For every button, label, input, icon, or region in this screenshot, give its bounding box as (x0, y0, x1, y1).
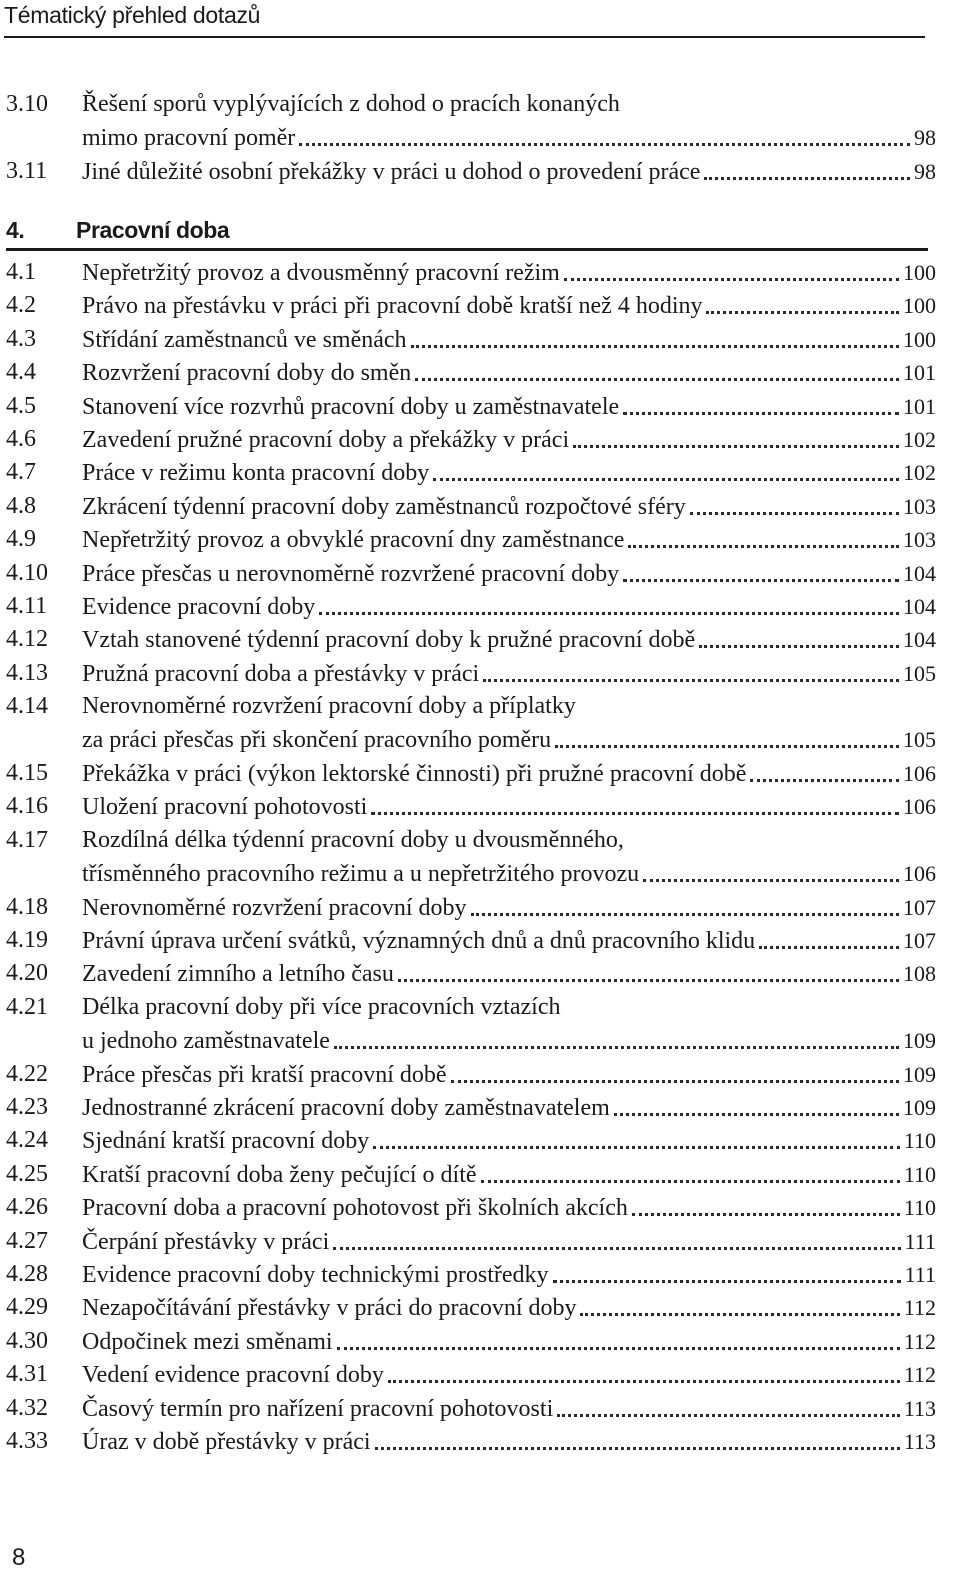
toc-entry-title: Vedení evidence pracovní doby (82, 1362, 384, 1389)
toc-entry-line (82, 423, 936, 456)
toc-entry-page: 107 (903, 928, 936, 953)
toc-entry-body (82, 1358, 936, 1391)
toc-entry-body (82, 824, 936, 890)
toc-entry-number: 4.26 (6, 1194, 48, 1221)
toc-entry-line (82, 155, 936, 188)
toc-entry-page: 111 (904, 1262, 936, 1287)
toc-entry-line (82, 590, 936, 623)
toc-entry-line (82, 1158, 936, 1191)
toc-entry-body (82, 323, 936, 356)
toc-entry-number: 4.28 (6, 1261, 48, 1287)
toc-entry-number: 4.25 (6, 1160, 48, 1187)
toc-entry-body (82, 256, 936, 289)
toc-entry-line (82, 256, 936, 289)
toc-entry-line (82, 690, 936, 723)
dot-leader (750, 779, 899, 782)
toc-entry-line (82, 1024, 936, 1057)
toc-entry-line (82, 657, 936, 690)
toc-entry-line (82, 88, 936, 121)
toc-entry-number: 4.3 (6, 325, 36, 352)
toc-entry-number: 4.5 (6, 392, 36, 419)
dot-leader (411, 345, 899, 348)
toc-entry-title: Jiné důležité osobní překážky v práci u dohod o provedení práce (82, 158, 701, 185)
toc-entry-number: 4.29 (6, 1294, 48, 1321)
toc-entry-page: 112 (903, 1362, 936, 1388)
toc-entry-page: 110 (903, 1161, 936, 1187)
toc-entry-body (82, 790, 936, 823)
toc-entry-body (82, 991, 936, 1057)
toc-entry-body (82, 1392, 936, 1425)
toc-entry-page: 109 (903, 1095, 936, 1120)
dot-leader (471, 913, 899, 916)
dot-leader (483, 679, 899, 682)
toc-entry-title: Časový termín pro nařízení pracovní pohotovosti (82, 1395, 554, 1422)
toc-entry-body (82, 1091, 936, 1124)
dot-leader (553, 1280, 901, 1283)
page-number: 8 (12, 1544, 26, 1571)
toc-entry-number: 4.33 (6, 1428, 48, 1454)
toc-entry-page: 103 (903, 527, 936, 553)
toc-entry-line (82, 1291, 936, 1324)
toc-entry-number: 4.9 (6, 526, 36, 553)
dot-leader (580, 1313, 899, 1316)
toc-entry-line (82, 757, 936, 790)
toc-entry-page: 102 (903, 427, 936, 452)
header-rule (4, 36, 925, 38)
dot-leader (334, 1046, 899, 1049)
toc-entry-title: za práci přesčas při skončení pracovního poměru (82, 727, 552, 754)
toc-entry-page: 111 (904, 1228, 936, 1254)
toc-entry-line (82, 1058, 936, 1091)
toc-entry-number: 4.24 (6, 1127, 48, 1154)
toc-entry-page: 110 (903, 1128, 936, 1154)
toc-entry-line (82, 456, 936, 489)
dot-leader (373, 1146, 900, 1149)
toc-entry-line (82, 523, 936, 556)
toc-entry-number: 4.14 (6, 693, 48, 720)
toc-entry-line (82, 1191, 936, 1224)
toc-entry-title: Práce v režimu konta pracovní doby (82, 460, 430, 487)
toc-entry-number: 4.7 (6, 459, 36, 486)
toc-entry-number: 4.12 (6, 626, 48, 653)
toc-entry-line (82, 1124, 936, 1157)
toc-entry-number: 4.32 (6, 1394, 48, 1421)
dot-leader (415, 378, 899, 381)
dot-leader (388, 1380, 900, 1383)
toc-entry-number: 4.4 (6, 359, 36, 386)
chapter-title: Pracovní doba (76, 217, 230, 243)
toc-entry-title: Práce přesčas u nerovnoměrně rozvržené pracovní doby (82, 560, 620, 587)
toc-entry-title: Pružná pracovní doba a přestávky v práci (82, 660, 480, 687)
toc-entry-number: 3.10 (6, 91, 48, 117)
toc-entry-title: Pracovní doba a pracovní pohotovost při školních akcích (82, 1195, 628, 1222)
toc-entry-page: 100 (903, 293, 936, 319)
toc-entry-title: Délka pracovní doby při více pracovních vztazích (82, 993, 561, 1020)
toc-entry-line (82, 121, 936, 154)
toc-entry-title: Překážka v práci (výkon lektorské činnosti) při pružné pracovní době (82, 761, 747, 787)
toc-entry-body (82, 390, 936, 423)
toc-entry-title: Nepřetržitý provoz a dvousměnný pracovní režim (82, 260, 560, 286)
toc-entry-number: 4.8 (6, 492, 36, 519)
toc-entry-body (82, 557, 936, 590)
toc-entry-line (82, 490, 936, 523)
toc-entry-title: Uložení pracovní pohotovosti (82, 794, 368, 821)
toc-entry-page: 98 (914, 125, 936, 150)
toc-entry-title: Práce přesčas při kratší pracovní době (82, 1061, 447, 1088)
chapter-rule (6, 248, 928, 251)
toc-entry-number: 4.22 (6, 1060, 48, 1087)
dot-leader (623, 412, 899, 415)
toc-entry-title: Sjednání kratší pracovní doby (82, 1128, 370, 1155)
toc-entry-line (82, 323, 936, 356)
toc-entry-page: 101 (903, 393, 936, 419)
toc-entry-body (82, 924, 936, 957)
toc-entry-line (82, 957, 936, 990)
toc-entry-page: 108 (903, 961, 936, 987)
toc-entry-line (82, 390, 936, 423)
toc-entry-page: 98 (914, 158, 936, 184)
toc-entry-line (82, 356, 936, 389)
dot-leader (632, 1213, 900, 1216)
dot-leader (564, 278, 899, 281)
dot-leader (614, 1113, 899, 1116)
toc-entry-title: Nerovnoměrné rozvržení pracovní doby (82, 894, 467, 921)
toc-entry-line (82, 623, 936, 656)
toc-entry-body (82, 423, 936, 456)
toc-entry-body (82, 456, 936, 489)
toc-entry-line (82, 289, 936, 322)
dot-leader (319, 612, 899, 615)
toc-entry-body (82, 590, 936, 623)
toc-entry-title: Jednostranné zkrácení pracovní doby zaměstnavatelem (82, 1095, 610, 1121)
toc-entry-line (82, 857, 936, 890)
toc-entry-body (82, 1291, 936, 1324)
dot-leader (299, 143, 910, 146)
dot-leader (706, 311, 899, 314)
toc-entry-title: Právní úprava určení svátků, významných dnů a dnů pracovního klidu (82, 928, 756, 954)
toc-entry-page: 104 (903, 627, 936, 653)
toc-entry-title: Vztah stanovené týdenní pracovní doby k pružné pracovní době (82, 627, 696, 654)
toc-entry-number: 4.30 (6, 1327, 48, 1354)
toc-entry-number: 4.18 (6, 893, 48, 920)
dot-leader (557, 1414, 900, 1417)
toc-entry-number: 4.2 (6, 292, 36, 319)
toc-entry-number: 3.11 (6, 157, 48, 184)
toc-entry-body (82, 1325, 936, 1358)
toc-entry-body (82, 1158, 936, 1191)
toc-entry-line (82, 891, 936, 924)
toc-entry-page: 109 (903, 1027, 936, 1053)
toc-entry-page: 112 (903, 1295, 936, 1321)
dot-leader (555, 745, 899, 748)
toc-entry-title: Čerpání přestávky v práci (82, 1228, 330, 1255)
toc-entry-title: Nezapočítávání přestávky v práci do pracovní doby (82, 1295, 577, 1322)
toc-entry-title: Zkrácení týdenní pracovní doby zaměstnanců rozpočtové sféry (82, 493, 686, 520)
toc-entry-page: 106 (903, 860, 936, 886)
toc-entry-body (82, 1258, 936, 1291)
toc-entry-body (82, 891, 936, 924)
toc-entry-body (82, 356, 936, 389)
toc-entry-number: 4.11 (6, 593, 48, 619)
dot-leader (481, 1180, 900, 1183)
toc-entry-title: mimo pracovní poměr (82, 125, 296, 151)
toc-entry-body (82, 657, 936, 690)
toc-entry-line (82, 824, 936, 857)
toc-entry-line (82, 723, 936, 756)
toc-entry-line (82, 991, 936, 1024)
dot-leader (704, 177, 910, 180)
toc-entry-title: Nepřetržitý provoz a obvyklé pracovní dny zaměstnance (82, 527, 625, 554)
toc-entry-line (82, 1258, 936, 1291)
toc-entry-line (82, 1392, 936, 1425)
toc-entry-number: 4.20 (6, 960, 48, 987)
toc-entry-page: 104 (903, 560, 936, 586)
dot-leader (371, 812, 899, 815)
toc-entry-body (82, 1124, 936, 1157)
toc-entry-number: 4.17 (6, 826, 48, 853)
toc-entry-number: 4.27 (6, 1227, 48, 1254)
toc-entry-page: 104 (903, 594, 936, 619)
toc-entry-line (82, 1225, 936, 1258)
toc-entry-body (82, 155, 936, 188)
toc-entry-page: 106 (903, 794, 936, 820)
toc-entry-title: třísměnného pracovního režimu a u nepřetržitého provozu (82, 860, 640, 887)
toc-entry-number: 4.21 (6, 993, 48, 1020)
toc-entry-body (82, 1225, 936, 1258)
toc-entry-body (82, 690, 936, 756)
toc-entry-title: Kratší pracovní doba ženy pečující o dítě (82, 1161, 477, 1188)
dot-leader (333, 1247, 900, 1250)
toc-entry-title: Zavedení zimního a letního času (82, 961, 394, 988)
chapter-number: 4. (6, 217, 25, 243)
dot-leader (375, 1447, 900, 1450)
toc-entry-page: 113 (903, 1429, 936, 1454)
toc-entry-number: 4.15 (6, 760, 48, 786)
toc-entry-page: 100 (903, 260, 936, 285)
dot-leader (699, 645, 899, 648)
toc-entry-title: Právo na přestávku v práci při pracovní době kratší než 4 hodiny (82, 293, 703, 320)
toc-entry-page: 113 (903, 1395, 936, 1421)
toc-entry-body (82, 757, 936, 790)
dot-leader (623, 579, 899, 582)
toc-entry-number: 4.16 (6, 793, 48, 820)
toc-entry-page: 103 (903, 493, 936, 519)
toc-entry-body (82, 957, 936, 990)
toc-entry-title: Evidence pracovní doby technickými prostředky (82, 1262, 549, 1288)
toc-entry-page: 110 (903, 1195, 936, 1221)
toc-entry-body (82, 523, 936, 556)
toc-entry-title: Úraz v době přestávky v práci (82, 1429, 371, 1455)
toc-entry-number: 4.23 (6, 1094, 48, 1120)
toc-entry-line (82, 924, 936, 957)
toc-entry-body (82, 1191, 936, 1224)
toc-entry-line (82, 1325, 936, 1358)
toc-entry-title: Rozvržení pracovní doby do směn (82, 360, 412, 387)
toc-entry-title: Stanovení více rozvrhů pracovní doby u zaměstnavatele (82, 393, 620, 420)
toc-entry-number: 4.13 (6, 659, 48, 686)
dot-leader (690, 512, 899, 515)
toc-entry-number: 4.31 (6, 1361, 48, 1388)
toc-entry-body (82, 490, 936, 523)
dot-leader (398, 979, 899, 982)
toc-entry-page: 109 (903, 1061, 936, 1087)
toc-entry-page: 101 (903, 360, 936, 386)
dot-leader (628, 545, 899, 548)
toc-entry-page: 112 (903, 1328, 936, 1354)
running-head: Tématický přehled dotazů (4, 2, 261, 28)
toc-entry-number: 4.19 (6, 927, 48, 953)
dot-leader (451, 1080, 899, 1083)
toc-entry-page: 100 (903, 326, 936, 352)
toc-entry-title: Zavedení pružné pracovní doby a překážky v práci (82, 427, 570, 453)
toc-entry-page: 105 (903, 660, 936, 686)
toc-entry-line (82, 1358, 936, 1391)
toc-entry-title: Řešení sporů vyplývajících z dohod o pracích konaných (82, 91, 620, 117)
toc-entry-title: u jednoho zaměstnavatele (82, 1027, 330, 1054)
toc-entry-line (82, 790, 936, 823)
dot-leader (337, 1347, 900, 1350)
toc-entry-title: Nerovnoměrné rozvržení pracovní doby a příplatky (82, 693, 576, 720)
toc-entry-body (82, 289, 936, 322)
dot-leader (643, 879, 899, 882)
toc-entry-page: 102 (903, 460, 936, 486)
toc-entry-title: Rozdílná délka týdenní pracovní doby u dvousměnného, (82, 826, 624, 853)
toc-entry-number: 4.1 (6, 259, 36, 285)
dot-leader (433, 478, 899, 481)
toc-entry-page: 105 (903, 727, 936, 753)
toc-entry-page: 106 (903, 761, 936, 786)
dot-leader (573, 445, 899, 448)
toc-entry-body (82, 623, 936, 656)
toc-entry-title: Evidence pracovní doby (82, 594, 316, 620)
toc-entry-page: 107 (903, 894, 936, 920)
toc-entry-body (82, 1058, 936, 1091)
toc-entry-title: Odpočinek mezi směnami (82, 1328, 333, 1355)
toc-entry-number: 4.6 (6, 426, 36, 452)
dot-leader (759, 946, 899, 949)
toc-entry-line (82, 1425, 936, 1458)
toc-entry-body (82, 1425, 936, 1458)
toc-entry-line (82, 557, 936, 590)
toc-entry-title: Střídání zaměstnanců ve směnách (82, 326, 407, 353)
toc-entry-number: 4.10 (6, 559, 48, 586)
toc-entry-body (82, 88, 936, 154)
toc-entry-line (82, 1091, 936, 1124)
